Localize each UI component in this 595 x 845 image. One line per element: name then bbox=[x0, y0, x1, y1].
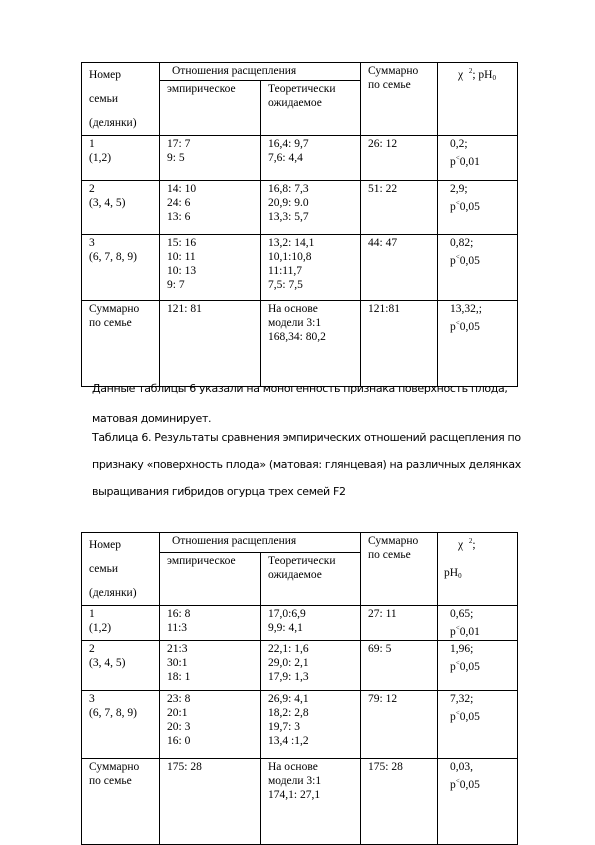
table-row bbox=[82, 606, 518, 641]
table-row bbox=[82, 181, 518, 235]
chi-value: 0,65; bbox=[450, 608, 474, 620]
table-1 bbox=[81, 62, 518, 387]
cell-family: 3 (6, 7, 8, 9) bbox=[82, 691, 160, 759]
cell-family-total: 27: 11 bbox=[361, 606, 438, 641]
p-value: 0,05 bbox=[459, 661, 480, 673]
chi-value: 0,2; bbox=[450, 138, 468, 150]
header-family-number: Номер семьи (делянки) bbox=[82, 63, 160, 136]
table-row bbox=[82, 641, 518, 691]
p-value: 0,05 bbox=[459, 255, 480, 267]
cell-family-total: 79: 12 bbox=[361, 691, 438, 759]
chi-subscript: 0 bbox=[492, 74, 496, 82]
cell-empirical: 21:3 30:1 18: 1 bbox=[160, 641, 261, 691]
header-split-ratios-2: Отношения расщепления bbox=[160, 533, 361, 553]
cell-family-total: 121:81 bbox=[361, 301, 438, 387]
less-than-sign: < bbox=[455, 199, 460, 207]
chi-semicolon: ; bbox=[472, 539, 476, 551]
cell-family: 1 (1,2) bbox=[82, 136, 160, 181]
chi-value: 0,03, bbox=[450, 761, 473, 773]
table-row bbox=[82, 691, 518, 759]
p-letter: p bbox=[450, 779, 456, 791]
less-than-sign: < bbox=[455, 777, 460, 785]
header-family-total: Суммарно по семье bbox=[361, 63, 438, 136]
paragraph-line-1: Данные таблицы 6 указали на моногенность признака поверхность плода, bbox=[92, 382, 508, 395]
cell-empirical: 17: 7 9: 5 bbox=[160, 136, 261, 181]
header-chi-square bbox=[438, 63, 518, 136]
table-caption-line-3: выращивания гибридов огурца трех семей F2 bbox=[92, 485, 346, 498]
header-empirical: эмпирическое bbox=[160, 80, 261, 135]
cell-theoretical: 26,9: 4,1 18,2: 2,8 19,7: 3 13,4 :1,2 bbox=[261, 691, 361, 759]
header-theoretical: Теоретически ожидаемое bbox=[261, 80, 361, 135]
cell-family: Суммарно по семье bbox=[82, 301, 160, 387]
cell-chi-square bbox=[438, 759, 518, 845]
table-row bbox=[82, 235, 518, 301]
cell-family-total: 175: 28 bbox=[361, 759, 438, 845]
cell-empirical: 175: 28 bbox=[160, 759, 261, 845]
table-2-body bbox=[82, 606, 518, 845]
less-than-sign: < bbox=[455, 319, 460, 327]
less-than-sign: < bbox=[455, 624, 460, 632]
cell-family: 2 (3, 4, 5) bbox=[82, 181, 160, 235]
cell-chi-square bbox=[438, 235, 518, 301]
chi-ph-label: pH bbox=[444, 567, 459, 579]
cell-theoretical: 17,0:6,9 9,9: 4,1 bbox=[261, 606, 361, 641]
table-2 bbox=[81, 532, 518, 845]
table-caption-line-2: признаку «поверхность плода» (матовая: глянцевая) на различных делянках bbox=[92, 458, 521, 471]
cell-chi-square bbox=[438, 606, 518, 641]
paragraph-line-2: матовая доминирует. bbox=[92, 412, 212, 425]
less-than-sign: < bbox=[455, 253, 460, 261]
p-letter: p bbox=[450, 321, 456, 333]
table-row bbox=[82, 759, 518, 845]
less-than-sign: < bbox=[455, 709, 460, 717]
chi-subscript: 0 bbox=[458, 572, 462, 580]
cell-chi-square bbox=[438, 301, 518, 387]
cell-family-total: 26: 12 bbox=[361, 136, 438, 181]
cell-theoretical: На основе модели 3:1 168,34: 80,2 bbox=[261, 301, 361, 387]
cell-family-total: 51: 22 bbox=[361, 181, 438, 235]
table-row bbox=[82, 136, 518, 181]
table-1-body bbox=[82, 136, 518, 387]
cell-chi-square bbox=[438, 181, 518, 235]
cell-family: 1 (1,2) bbox=[82, 606, 160, 641]
chi-value: 1,96; bbox=[450, 643, 474, 655]
less-than-sign: < bbox=[455, 659, 460, 667]
table-row bbox=[82, 301, 518, 387]
chi-value: 2,9; bbox=[450, 183, 468, 195]
chi-symbol: χ bbox=[458, 69, 464, 81]
less-than-sign: < bbox=[455, 154, 460, 162]
chi-ph-label: ; pH bbox=[472, 69, 493, 81]
chi-superscript: 2 bbox=[468, 67, 473, 75]
cell-chi-square bbox=[438, 691, 518, 759]
header-chi-square-2 bbox=[438, 533, 518, 606]
cell-theoretical: 16,8: 7,3 20,9: 9.0 13,3: 5,7 bbox=[261, 181, 361, 235]
cell-theoretical: 13,2: 14,1 10,1:10,8 11:11,7 7,5: 7,5 bbox=[261, 235, 361, 301]
p-letter: p bbox=[450, 711, 456, 723]
chi-value: 0,82; bbox=[450, 237, 474, 249]
table-caption-line-1: Таблица 6. Результаты сравнения эмпирических отношений расщепления по bbox=[92, 431, 521, 444]
p-letter: p bbox=[450, 255, 456, 267]
header-family-total-2: Суммарно по семье bbox=[361, 533, 438, 606]
cell-empirical: 23: 8 20:1 20: 3 16: 0 bbox=[160, 691, 261, 759]
cell-empirical: 14: 10 24: 6 13: 6 bbox=[160, 181, 261, 235]
cell-family-total: 44: 47 bbox=[361, 235, 438, 301]
cell-theoretical: 16,4: 9,7 7,6: 4,4 bbox=[261, 136, 361, 181]
p-letter: p bbox=[450, 626, 456, 638]
chi-value: 13,32,; bbox=[450, 303, 482, 315]
chi-value: 7,32; bbox=[450, 693, 474, 705]
p-letter: p bbox=[450, 156, 456, 168]
cell-chi-square bbox=[438, 136, 518, 181]
p-value: 0,01 bbox=[459, 626, 480, 638]
p-value: 0,05 bbox=[459, 201, 480, 213]
p-value: 0,05 bbox=[459, 779, 480, 791]
cell-theoretical: 22,1: 1,6 29,0: 2,1 17,9: 1,3 bbox=[261, 641, 361, 691]
p-value: 0,05 bbox=[459, 711, 480, 723]
cell-theoretical: На основе модели 3:1 174,1: 27,1 bbox=[261, 759, 361, 845]
cell-family-total: 69: 5 bbox=[361, 641, 438, 691]
header-theoretical-2: Теоретически ожидаемое bbox=[261, 552, 361, 605]
p-value: 0,05 bbox=[459, 321, 480, 333]
cell-empirical: 121: 81 bbox=[160, 301, 261, 387]
cell-chi-square bbox=[438, 641, 518, 691]
cell-empirical: 15: 16 10: 11 10: 13 9: 7 bbox=[160, 235, 261, 301]
header-family-number-2: Номер семьи (делянки) bbox=[82, 533, 160, 606]
cell-empirical: 16: 8 11:3 bbox=[160, 606, 261, 641]
p-value: 0,01 bbox=[459, 156, 480, 168]
p-letter: p bbox=[450, 661, 456, 673]
chi-symbol: χ bbox=[458, 539, 464, 551]
p-letter: p bbox=[450, 201, 456, 213]
header-split-ratios: Отношения расщепления bbox=[160, 63, 361, 81]
chi-superscript: 2 bbox=[468, 537, 473, 545]
cell-family: Суммарно по семье bbox=[82, 759, 160, 845]
cell-family: 3 (6, 7, 8, 9) bbox=[82, 235, 160, 301]
cell-family: 2 (3, 4, 5) bbox=[82, 641, 160, 691]
header-empirical-2: эмпирическое bbox=[160, 552, 261, 605]
